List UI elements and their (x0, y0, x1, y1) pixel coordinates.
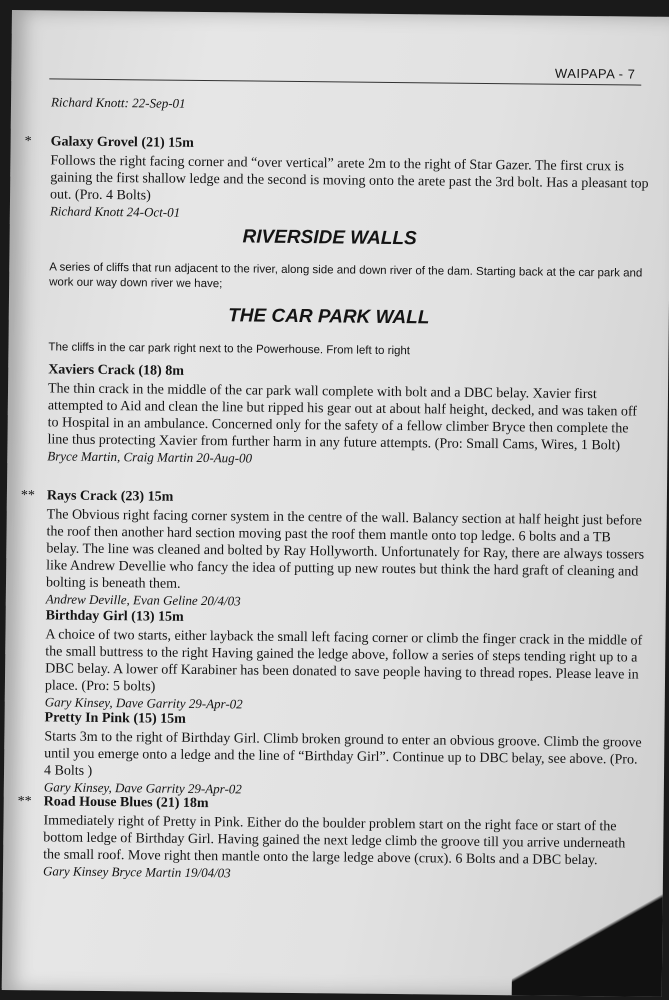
section-title-carpark: THE CAR PARK WALL (228, 305, 430, 329)
route-credit: Bryce Martin, Craig Martin 20-Aug-00 (47, 448, 253, 466)
route-description: The thin crack in the middle of the car park wall complete with bolt and a DBC belay. Xavier first attempted to Aid and clean the line but ripped his gear out at about half height, decked, and was taken off to Hospital in an ambulance. Concerned only for the safety of a fellow climber Bryce then complete the line thus protecting Xavier from further harm in any future attempts. (Pro: Small Cams, Wires, 1 Bolt) (47, 381, 638, 454)
page-header (49, 60, 641, 85)
route-pretty-in-pink (44, 710, 645, 801)
route-description: Follows the right facing corner and “over vertical” arete 2m to the right of Star Gazer. The first crux is gaining the first shallow ledge and the second is moving onto the arete past the 3rd bolt. Has a pleasant top out. (Pro. 4 Bolts) (49, 153, 649, 204)
route-title: Galaxy Grovel (21) 15m (50, 134, 194, 151)
route-credit: Gary Kinsey, Dave Garrity 29-Apr-02 (44, 694, 243, 712)
route-credit: Gary Kinsey Bryce Martin 19/04/03 (42, 863, 231, 881)
guidebook-page (2, 10, 669, 997)
route-title: Birthday Girl (13) 15m (45, 608, 184, 625)
route-stars: ** (20, 488, 35, 504)
route-credit: Andrew Deville, Evan Geline 20/4/03 (45, 591, 241, 609)
page-header-title: WAIPAPA - 7 (554, 65, 636, 82)
route-title: Pretty In Pink (15) 15m (44, 710, 186, 727)
route-description: Immediately right of Pretty in Pink. Either do the boulder problem start on the right face or start of the bottom ledge of Birthday Girl. Having gained the next ledge climb the groove till you arrive underneath the small roof. Move right then mantle onto the large ledge above (crux). 6 Bolts and a DBC belay. (43, 813, 626, 869)
route-title: Xaviers Crack (18) 8m (48, 362, 184, 379)
route-stars: * (24, 134, 32, 150)
route-title: Rays Crack (23) 15m (46, 488, 174, 505)
route-xaviers-crack (47, 362, 648, 470)
route-credit: Richard Knott 24-Oct-01 (49, 203, 181, 220)
top-credit: Richard Knott: 22-Sep-01 (50, 94, 186, 111)
route-road-house-blues (17, 794, 644, 885)
route-birthday-girl (45, 608, 646, 716)
route-credit: Gary Kinsey, Dave Garrity 29-Apr-02 (43, 779, 242, 797)
section-intro-riverside: A series of cliffs that run adjacent to the river, along side and down river of the dam. Starting back at the car park and work our way down river we have; (49, 261, 643, 291)
section-intro-carpark: The cliffs in the car park right next to the Powerhouse. From left to right (48, 341, 411, 358)
route-description: The Obvious right facing corner system in the centre of the wall. Balancy section at half height just before the roof then another hard section moving past the roof them mantle onto top ledge. 6 bolts and a TB belay. The line was cleaned and bolted by Ray Hollyworth. Unfortunately for Ray, there are always tossers like Andrew Devellie who fancy the idea of putting up new routes but think the hard graft of cleaning and bolting is beneath them. (45, 507, 645, 592)
corner-shadow (512, 875, 663, 997)
route-description: Starts 3m to the right of Birthday Girl. Climb broken ground to enter an obvious groove. Climb the groove until you emerge onto a ledge and the line of “Birthday Girl”. Continue up to DBC belay, see above. (Pro. 4 Bolts ) (43, 729, 642, 779)
route-rays-crack (20, 488, 647, 613)
route-stars: ** (17, 794, 32, 810)
route-galaxy-grovel (24, 134, 651, 225)
section-title-riverside: RIVERSIDE WALLS (242, 226, 417, 250)
route-description: A choice of two starts, either layback the small left facing corner or climb the finger crack in the middle of the small buttress to the right Having gained the ledge above, follow a series of steps tending right up to a DBC belay. A lower off Karabiner has been donated to save people having to thread ropes. Please leave in place. (Pro: 5 bolts) (44, 627, 643, 695)
route-title: Road House Blues (21) 18m (43, 794, 209, 812)
